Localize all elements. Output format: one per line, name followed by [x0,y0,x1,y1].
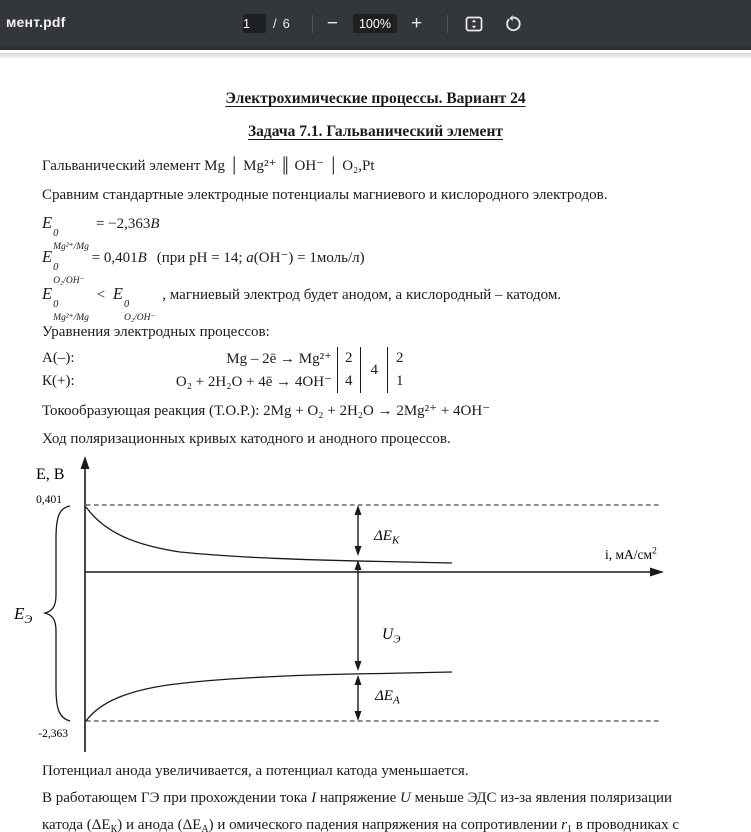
page-count-total: 6 [282,16,290,31]
delta-ek-arrowhead-icon [355,505,362,515]
emf-label: $E_Э$ [14,604,33,626]
common-multiplier: 4 [370,361,378,378]
pdf-viewer-toolbar [0,0,751,50]
cathode-equation-row [42,370,332,393]
fit-to-page-icon [464,14,484,34]
cell-notation: Mg │ Mg²⁺ ║ OH⁻ │ O₂,Pt [204,158,375,174]
delta-ea-arrowhead-icon [355,675,362,685]
rotate-counterclockwise-icon [503,14,523,34]
pdf-page [0,53,751,832]
anode-electrons: 2 [345,350,353,366]
anode-coefficient: 2 [396,350,404,366]
u-element-label: $U_Э$ [382,626,401,646]
balance-coefficient-column [387,347,404,393]
delta-ek-label: $\Delta E_К$ [374,528,400,547]
note-voltage: В работающем ГЭ при прохождении тока I напряжение U меньше ЭДС из-за явления поляризации [42,790,673,806]
formula-mg-potential: E 0 Mg²⁺/Mg = −2,363В [42,213,160,252]
toolbar-separator [312,15,313,33]
potential-comparison-line: E 0 Mg²⁺/Mg < E 0 O₂/OH⁻ , магниевый электрод будет анодом, а кислородный – катодом. [42,284,562,323]
y-axis-label: E, B [36,466,65,483]
cathode-label: К(+): [42,373,75,389]
emf-brace [45,506,70,721]
fit-to-page-button[interactable] [461,12,487,36]
galvanic-cell-line: Гальванический элемент Mg │ Mg²⁺ ║ OH⁻ │ O₂,Pt [42,158,375,174]
cathode-electrons: 4 [345,373,353,389]
anode-label: А(–): [42,350,75,366]
processes-heading: Уравнения электродных процессов: [42,324,270,340]
page-number-input[interactable] [243,14,266,33]
equation-rows [42,347,332,393]
note-polarization-clipped: катода $(\Delta E_К)$ и анода $(\Delta E_А)$ и омического падения напряжения на сопротивлении $r_1$ в проводниках с [42,817,679,832]
x-axis-arrow-icon [650,568,664,577]
anode-equation: Mg – 2ē → Mg²⁺ [226,351,332,367]
cathode-equation: O₂ + 2H₂O + 4ē → 4OH⁻ [175,374,332,390]
curves-intro-line: Ход поляризационных кривых катодного и анодного процессов. [42,431,451,447]
electron-count-column [337,347,361,393]
task-subtitle: Задача 7.1. Гальванический элемент [248,123,503,140]
delta-ea-label: $\Delta E_А$ [375,688,400,707]
y-axis-arrow-icon [81,456,90,469]
toolbar-controls [243,0,526,47]
cathode-coefficient: 1 [396,373,404,389]
cathode-potential-value: 0,401 [36,494,62,506]
note-potentials: Потенциал анода увеличивается, а потенциал катода уменьшается. [42,763,469,779]
zoom-level-value: 100% [353,14,397,33]
polarization-diagram [0,455,751,755]
toolbar-separator [447,15,448,33]
document-title: Электрохимические процессы. Вариант 24 [225,90,526,107]
overall-reaction-line: Токообразующая реакция (Т.О.Р.): 2Mg + O₂ + 2H₂O → 2Mg²⁺ + 4OH⁻ [42,403,491,419]
zoom-out-button[interactable]: − [324,12,341,35]
delta-ek-arrowhead-icon [355,546,362,556]
rotate-counterclockwise-button[interactable] [500,12,526,36]
u-element-arrowhead-icon [355,661,362,671]
formula-o2-potential: E 0 O₂/OH⁻ = 0,401В (при pH = 14; a(OH⁻) = 1моль/л) [42,247,365,286]
delta-ea-arrowhead-icon [355,711,362,721]
anode-potential-value: -2,363 [38,728,68,740]
page-count-divider: / [273,16,277,31]
x-axis-label: i, $мА/см^2$ [605,546,657,562]
document-filename: мент.pdf [6,14,66,30]
zoom-in-button[interactable]: + [408,12,425,35]
electrode-equations [42,347,404,393]
compare-line: Сравним стандартные электродные потенциалы магниевого и кислородного электродов. [42,187,608,203]
anode-equation-row [42,347,332,370]
